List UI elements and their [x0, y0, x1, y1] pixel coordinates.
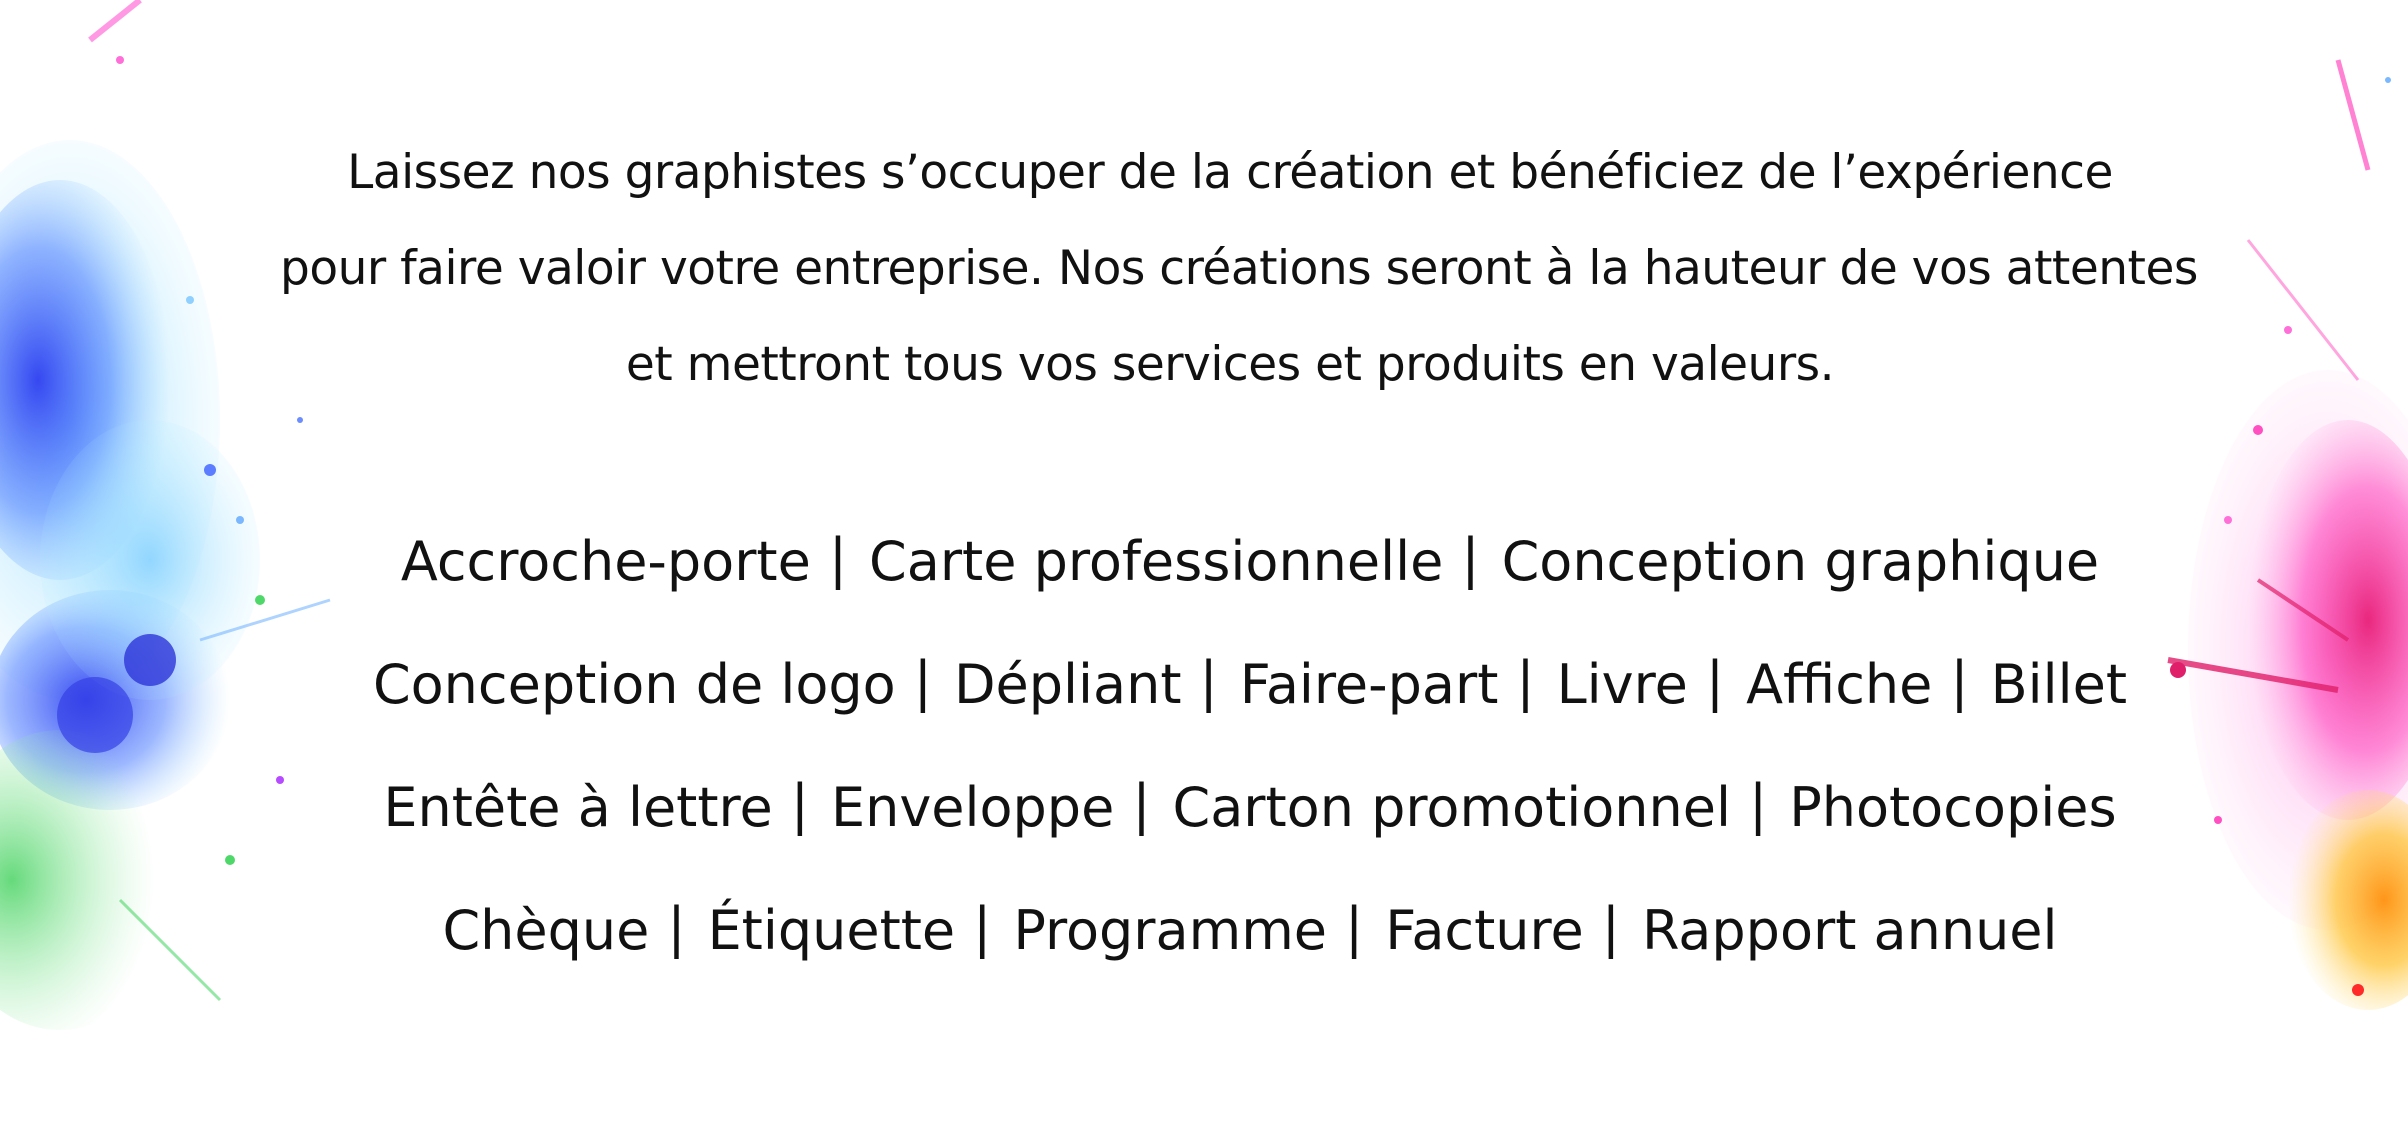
service-item: Facture [1385, 899, 1584, 962]
service-item: Carton promotionnel [1172, 776, 1731, 839]
intro-line-2: pour faire valoir votre entreprise. Nos créations seront à la hauteur de vos attentes [280, 241, 2198, 296]
service-item: Dépliant [953, 653, 1182, 716]
service-item: Accroche-porte [400, 530, 811, 593]
service-item: Étiquette [707, 899, 956, 962]
services-row-1 [280, 500, 2220, 623]
separator: | [667, 896, 686, 959]
service-item: Conception de logo [372, 653, 896, 716]
separator: | [828, 527, 848, 590]
separator: | [973, 896, 992, 959]
services-list [280, 500, 2220, 992]
intro-paragraph [280, 125, 2198, 413]
service-item: Conception graphique [1501, 530, 2100, 593]
service-item: Faire-part [1239, 653, 1499, 716]
service-item: Billet [1990, 653, 2128, 716]
services-row-2 [280, 623, 2220, 746]
intro-line-1: Laissez nos graphistes s’occuper de la création et bénéficiez de l’expérience [347, 145, 2113, 200]
separator: | [913, 650, 932, 713]
services-row-3 [280, 746, 2220, 869]
service-item: Enveloppe [830, 776, 1115, 839]
services-row-4 [280, 869, 2220, 992]
service-item: Chèque [442, 899, 650, 962]
separator: | [1705, 650, 1725, 713]
service-item: Affiche [1746, 653, 1933, 716]
separator: | [1748, 773, 1768, 836]
separator: | [1345, 896, 1364, 959]
service-item: Entête à lettre [383, 776, 773, 839]
separator: | [1950, 650, 1969, 713]
separator: | [1516, 650, 1535, 713]
separator: | [1132, 773, 1151, 836]
service-item: Carte professionnelle [869, 530, 1444, 593]
service-item: Rapport annuel [1641, 899, 2058, 962]
service-item: Livre [1556, 653, 1688, 716]
separator: | [1461, 527, 1480, 590]
separator: | [1601, 896, 1620, 959]
intro-line-3: et mettront tous vos services et produits en valeurs. [625, 337, 1835, 392]
service-item: Photocopies [1789, 776, 2117, 839]
service-item: Programme [1013, 899, 1328, 962]
separator: | [1199, 650, 1218, 713]
separator: | [790, 773, 809, 836]
